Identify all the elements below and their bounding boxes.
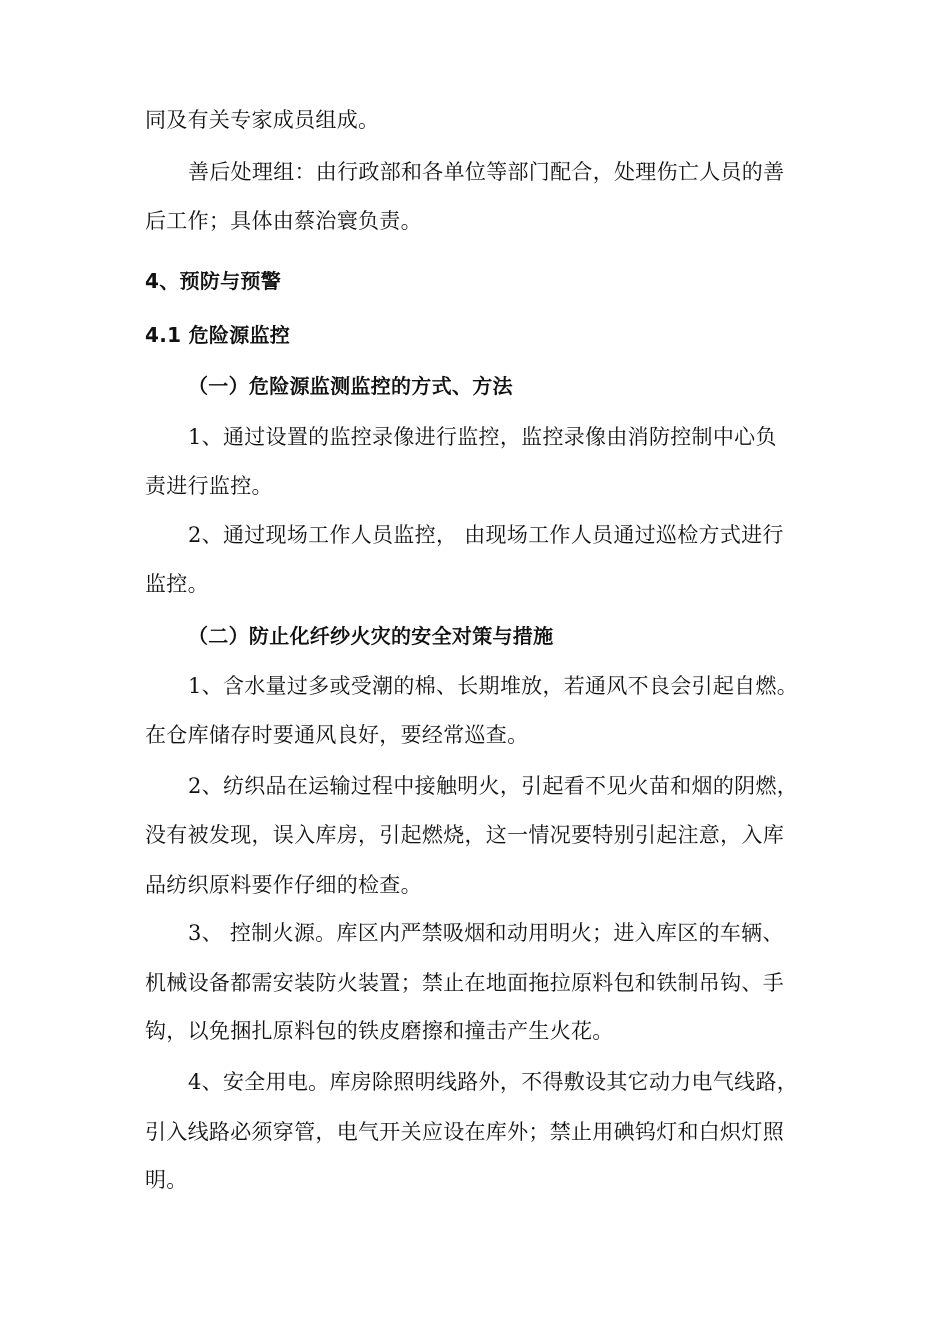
paragraph-line: 同及有关专家成员组成。: [145, 108, 380, 132]
section-heading: 4、预防与预警: [145, 269, 282, 293]
paragraph-line: 善后处理组：由行政部和各单位等部门配合，处理伤亡人员的善: [188, 160, 785, 184]
paragraph-line: 责进行监控。: [145, 474, 273, 498]
paragraph-line: 监控。: [145, 572, 209, 596]
paragraph-line: 没有被发现，误入库房，引起燃烧，这一情况要特别引起注意，入库: [145, 823, 784, 847]
subheading: （一）危险源监测监控的方式、方法: [188, 374, 513, 398]
paragraph-line: 后工作；具体由蔡治寰负责。: [145, 209, 422, 233]
paragraph-line: 明。: [145, 1168, 188, 1192]
paragraph-line: 在仓库储存时要通风良好，要经常巡查。: [145, 723, 529, 747]
paragraph-line: 2、通过现场工作人员监控， 由现场工作人员通过巡检方式进行: [188, 523, 784, 547]
paragraph-line: 4、安全用电。库房除照明线路外，不得敷设其它动力电气线路，: [188, 1070, 799, 1094]
paragraph-line: 引入线路必须穿管，电气开关应设在库外；禁止用碘钨灯和白炽灯照: [145, 1120, 784, 1144]
paragraph-line: 3、 控制火源。库区内严禁吸烟和动用明火；进入库区的车辆、: [188, 921, 784, 945]
paragraph-line: 2、纺织品在运输过程中接触明火，引起看不见火苗和烟的阴燃，: [188, 774, 799, 798]
paragraph-line: 品纺织原料要作仔细的检查。: [145, 873, 422, 897]
paragraph-line: 机械设备都需安装防火装置；禁止在地面拖拉原料包和铁制吊钩、手: [145, 971, 784, 995]
subsection-heading: 4.1 危险源监控: [145, 323, 291, 347]
paragraph-line: 1、含水量过多或受潮的棉、长期堆放，若通风不良会引起自燃。: [188, 674, 799, 698]
subheading: （二）防止化纤纱火灾的安全对策与措施: [188, 624, 554, 648]
paragraph-line: 1、通过设置的监控录像进行监控，监控录像由消防控制中心负: [188, 425, 777, 449]
paragraph-line: 钩，以免捆扎原料包的铁皮磨擦和撞击产生火花。: [145, 1019, 614, 1043]
